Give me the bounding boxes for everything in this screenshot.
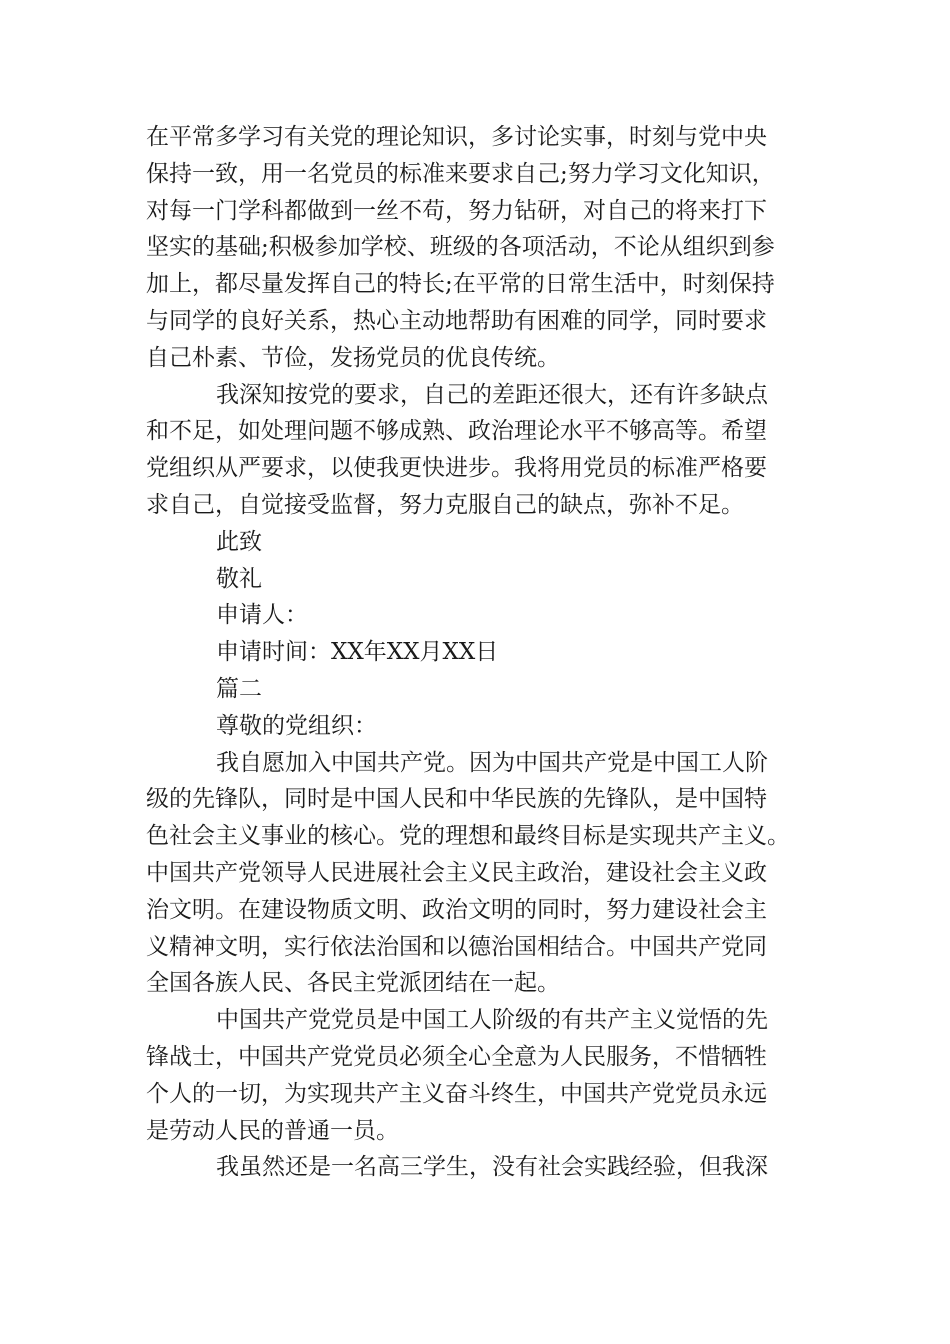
paragraph-first-line: 此致 xyxy=(216,528,262,555)
text-line: 坚实的基础;积极参加学校、班级的各项活动，不论从组织到参 xyxy=(146,234,775,261)
paragraph-first-line: 敬礼 xyxy=(216,565,262,592)
text-line: 锋战士，中国共产党党员必须全心全意为人民服务，不惜牺牲 xyxy=(146,1043,767,1070)
text-line: 求自己，自觉接受监督，努力克服自己的缺点，弥补不足。 xyxy=(146,491,744,518)
text-line: 治文明。在建设物质文明、政治文明的同时，努力建设社会主 xyxy=(146,896,767,923)
text-line: 对每一门学科都做到一丝不苟，努力钻研，对自己的将来打下 xyxy=(146,197,767,224)
paragraph-first-line: 申请人： xyxy=(216,602,308,629)
document-body xyxy=(146,119,806,1186)
text-line: 色社会主义事业的核心。党的理想和最终目标是实现共产主义。 xyxy=(146,823,790,850)
paragraph-first-line: 我自愿加入中国共产党。因为中国共产党是中国工人阶 xyxy=(216,749,768,776)
text-line: 全国各族人民、各民主党派团结在一起。 xyxy=(146,970,560,997)
paragraph-first-line: 我虽然还是一名高三学生，没有社会实践经验，但我深 xyxy=(216,1154,768,1181)
paragraph-first-line: 我深知按党的要求，自己的差距还很大，还有许多缺点 xyxy=(216,381,768,408)
text-line: 级的先锋队，同时是中国人民和中华民族的先锋队，是中国特 xyxy=(146,786,767,813)
text-line: 义精神文明，实行依法治国和以德治国相结合。中国共产党同 xyxy=(146,933,767,960)
text-line: 党组织从严要求，以使我更快进步。我将用党员的标准严格要 xyxy=(146,455,767,482)
text-line: 加上，都尽量发挥自己的特长;在平常的日常生活中，时刻保持 xyxy=(146,271,775,298)
paragraph-first-line: 中国共产党党员是中国工人阶级的有共产主义觉悟的先 xyxy=(216,1007,768,1034)
text-line: 和不足，如处理问题不够成熟、政治理论水平不够高等。希望 xyxy=(146,418,767,445)
paragraph-first-line: 篇二 xyxy=(216,675,262,702)
text-line: 自己朴素、节俭，发扬党员的优良传统。 xyxy=(146,344,560,371)
text-line: 与同学的良好关系，热心主动地帮助有困难的同学，同时要求 xyxy=(146,307,767,334)
paragraph-first-line: 尊敬的党组织： xyxy=(216,712,377,739)
text-line: 个人的一切，为实现共产主义奋斗终生，中国共产党党员永远 xyxy=(146,1080,767,1107)
text-line: 是劳动人民的普通一员。 xyxy=(146,1117,399,1144)
text-line: 在平常多学习有关党的理论知识，多讨论实事，时刻与党中央 xyxy=(146,124,767,150)
text-line: 中国共产党领导人民进展社会主义民主政治，建设社会主义政 xyxy=(146,859,767,886)
text-line: 保持一致，用一名党员的标准来要求自己;努力学习文化知识， xyxy=(146,160,775,187)
paragraph-first-line: 申请时间：XX年XX月XX日 xyxy=(216,639,499,666)
